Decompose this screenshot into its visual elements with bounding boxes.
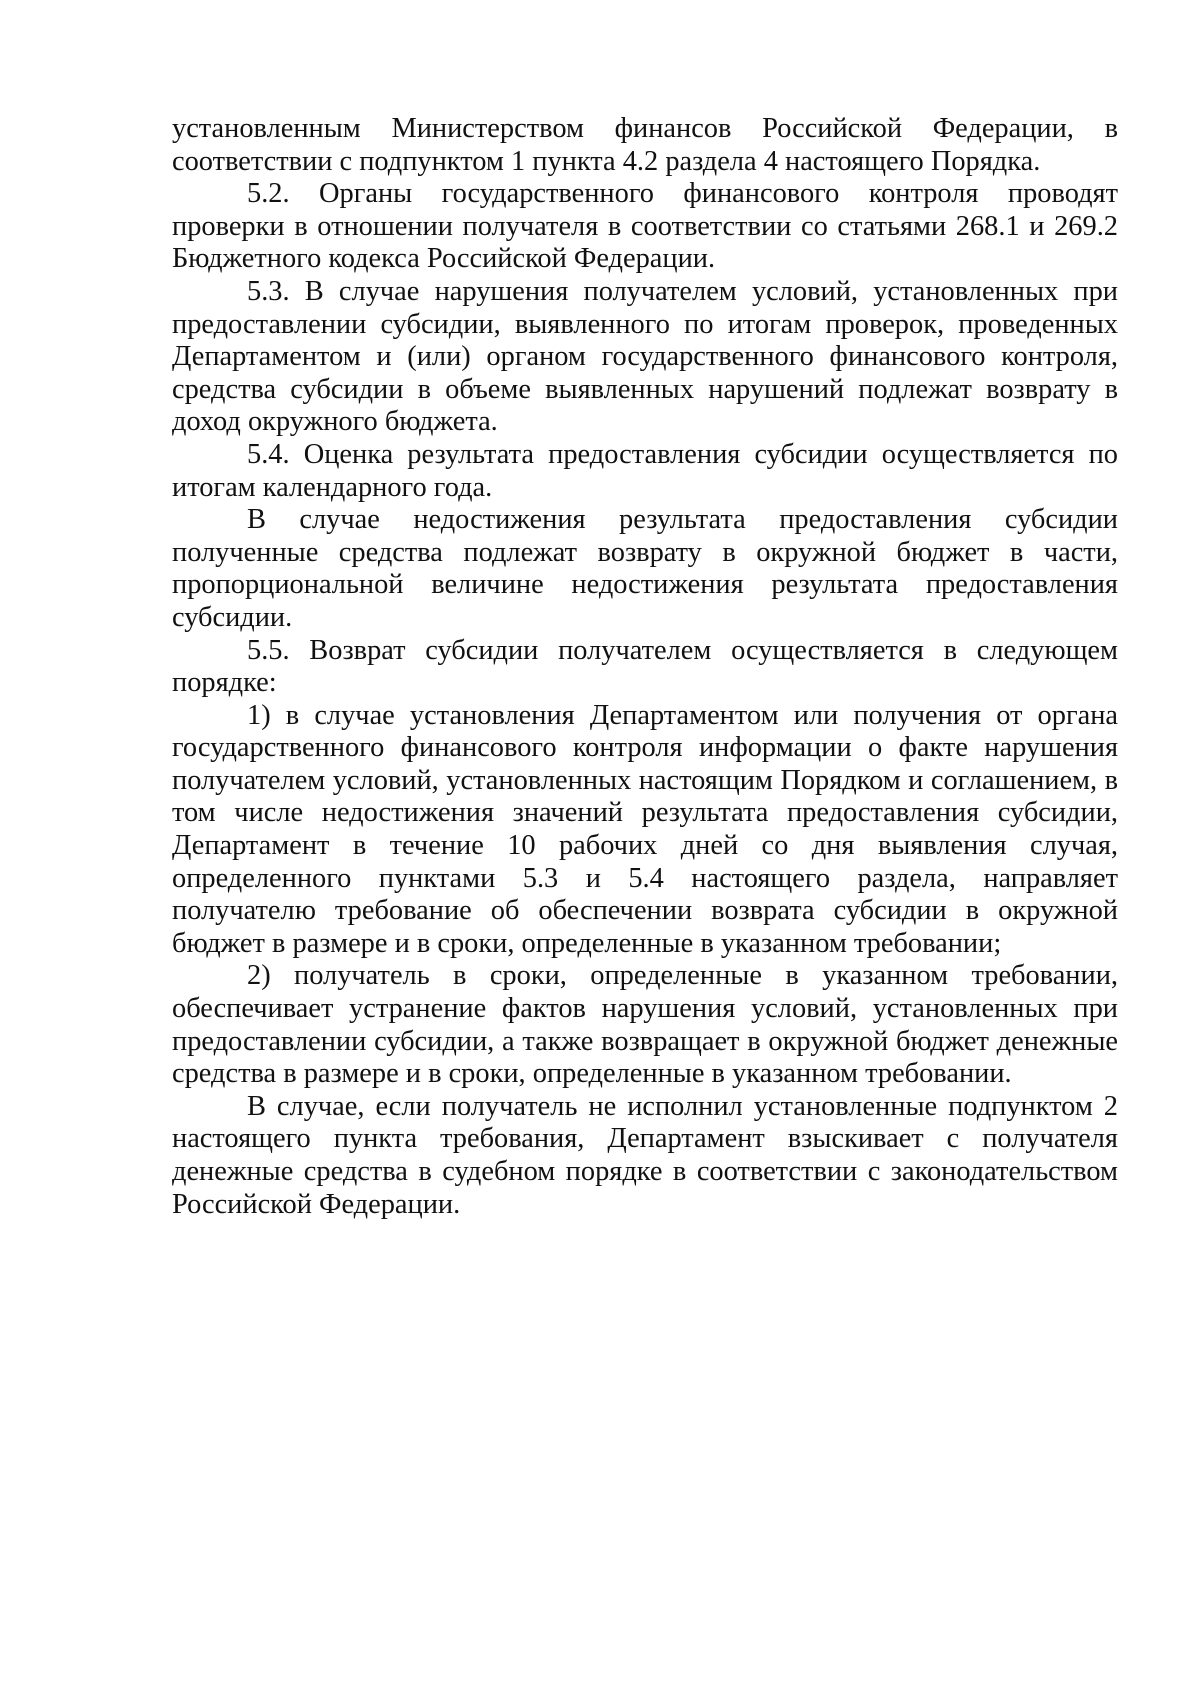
paragraph-5-5-item-2: 2) получатель в сроки, определенные в указанном требовании, обеспечивает устранение фактов нарушения условий, установленных при предоставлении субсидии, а также возвращает в окружной бюджет денежные средства в размере и в сроки, определенные в указанном требовании. [172, 960, 1118, 1090]
paragraph-5-5: 5.5. Возврат субсидии получателем осуществляется в следующем порядке: [172, 634, 1118, 699]
paragraph-recovery: В случае, если получатель не исполнил установленные подпунктом 2 настоящего пункта требования, Департамент взыскивает с получателя денежные средства в судебном порядке в соответствии с законодательством Российской Федерации. [172, 1090, 1118, 1220]
paragraph-5-4-underachievement: В случае недостижения результата предоставления субсидии полученные средства подлежат возврату в окружной бюджет в части, пропорциональной величине недостижения результата предоставления субсидии. [172, 504, 1118, 633]
paragraph-5-2: 5.2. Органы государственного финансового контроля проводят проверки в отношении получателя в соответствии со статьями 268.1 и 269.2 Бюджетного кодекса Российской Федерации. [172, 178, 1118, 275]
document-body [172, 113, 1118, 1221]
paragraph-5-3: 5.3. В случае нарушения получателем условий, установленных при предоставлении субсидии, выявленного по итогам проверок, проведенных Департаментом и (или) органом государственного финансового контроля, средства субсидии в объеме выявленных нарушений подлежат возврату в доход окружного бюджета. [172, 275, 1118, 438]
paragraph-continuation: установленным Министерством финансов Российской Федерации, в соответствии с подпунктом 1 пункта 4.2 раздела 4 настоящего Порядка. [172, 113, 1118, 177]
paragraph-5-4: 5.4. Оценка результата предоставления субсидии осуществляется по итогам календарного года. [172, 438, 1118, 503]
paragraph-5-5-item-1: 1) в случае установления Департаментом или получения от органа государственного финансового контроля информации о факте нарушения получателем условий, установленных настоящим Порядком и соглашением, в том числе недостижения значений результата предоставления субсидии, Департамент в течение 10 рабочих дней со дня выявления случая, определенного пунктами 5.3 и 5.4 настоящего раздела, направляет получателю требование об обеспечении возврата субсидии в окружной бюджет в размере и в сроки, определенные в указанном требовании; [172, 699, 1118, 959]
